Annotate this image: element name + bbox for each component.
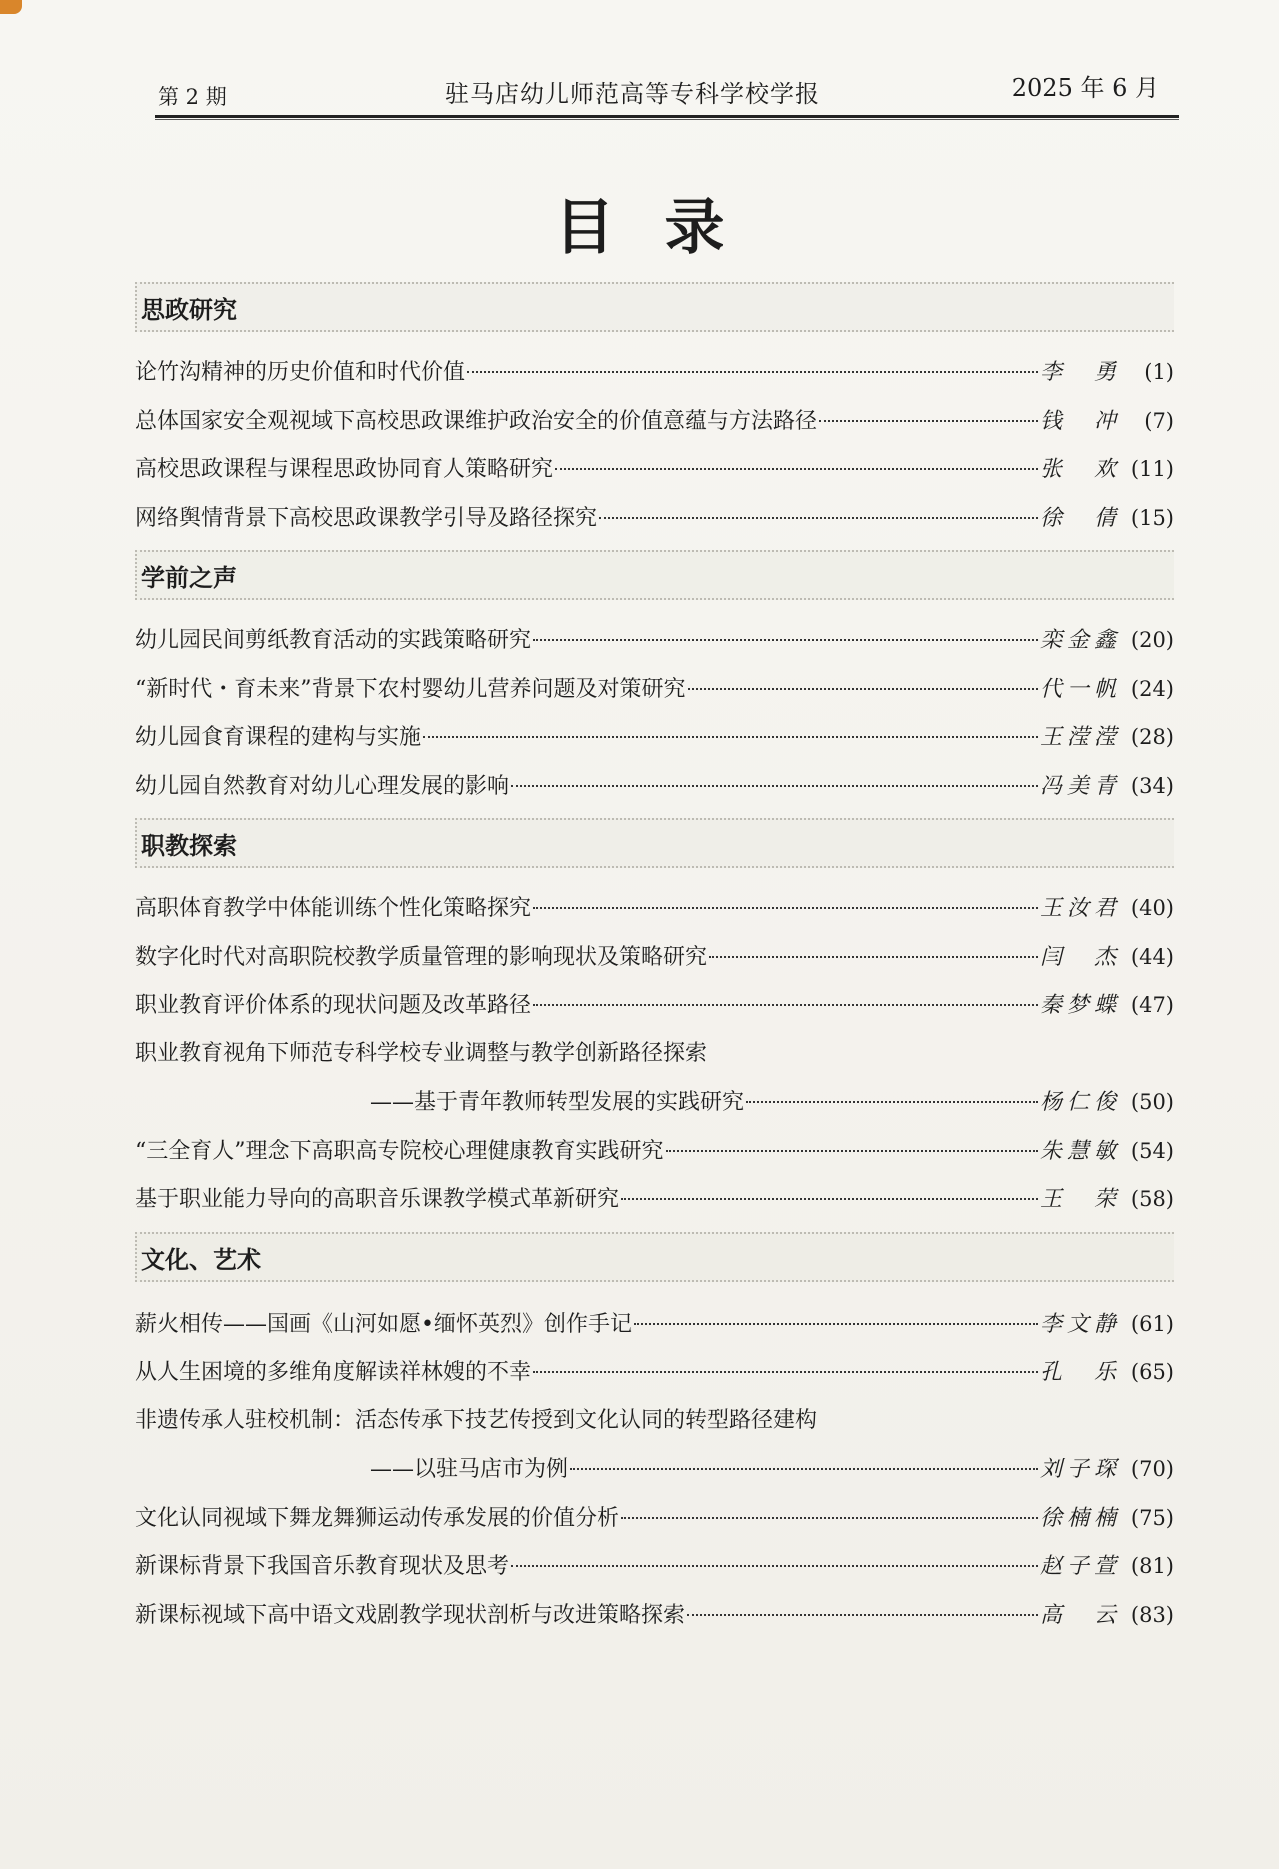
entry-author: 杨仁俊 (1040, 1090, 1116, 1115)
toc-entry[interactable] (135, 1542, 1174, 1591)
dot-leader (533, 907, 1038, 909)
toc-entry[interactable] (135, 1127, 1174, 1176)
entry-title: 文化认同视域下舞龙舞狮运动传承发展的价值分析 (135, 1505, 620, 1531)
entry-author: 王汝君 (1040, 896, 1116, 921)
toc-entry[interactable] (135, 665, 1174, 714)
entry-list (135, 1282, 1174, 1646)
entry-subtitle: ——基于青年教师转型发展的实践研究 (370, 1090, 745, 1115)
entry-title: “三全育人”理念下高职高专院校心理健康教育实践研究 (135, 1138, 664, 1164)
entry-author: 徐楠楠 (1040, 1505, 1116, 1531)
section-heading-label: 思政研究 (141, 296, 237, 324)
entry-title: 薪火相传——国画《山河如愿•缅怀英烈》创作手记 (135, 1311, 632, 1337)
toc-entry-title-line[interactable] (135, 1397, 1174, 1446)
dot-leader (423, 736, 1038, 738)
entry-title: 职业教育视角下师范专科学校专业调整与教学创新路径探索 (135, 1040, 708, 1066)
dot-leader (634, 1323, 1038, 1325)
entry-page-number: (11) (1130, 457, 1174, 481)
entry-title: 数字化时代对高职院校教学质量管理的影响现状及策略研究 (135, 944, 708, 970)
toc-entry[interactable] (135, 1175, 1174, 1224)
toc-entry[interactable] (135, 1445, 1174, 1494)
dot-leader (511, 1565, 1038, 1567)
section-heading (135, 550, 1174, 600)
dot-leader (570, 1468, 1038, 1470)
entry-author: 冯美青 (1040, 773, 1116, 799)
dot-leader (687, 1614, 1038, 1616)
entry-author: 王滢滢 (1040, 725, 1116, 750)
entry-author: 秦梦蝶 (1040, 993, 1116, 1018)
entry-list (135, 600, 1174, 816)
entry-page-number: (47) (1130, 993, 1174, 1017)
journal-name: 驻马店幼儿师范高等专科学校学报 (445, 80, 820, 108)
dot-leader (533, 1004, 1038, 1006)
entry-page-number: (1) (1144, 360, 1174, 384)
entry-author: 徐倩 (1040, 505, 1116, 531)
corner-mark (0, 0, 22, 14)
toc-section (135, 818, 1174, 1230)
toc-entry[interactable] (135, 1078, 1174, 1127)
toc-entry[interactable] (135, 616, 1174, 665)
toc-entry[interactable] (135, 884, 1174, 933)
toc-section (135, 282, 1174, 548)
toc-entry[interactable] (135, 1348, 1174, 1397)
dot-leader (533, 1371, 1038, 1373)
toc-entry[interactable] (135, 1300, 1174, 1349)
section-heading (135, 818, 1174, 868)
entry-page-number: (83) (1130, 1602, 1174, 1627)
entry-title: “新时代・育未来”背景下农村婴幼儿营养问题及对策研究 (135, 676, 686, 702)
entry-title: 网络舆情背景下高校思政课教学引导及路径探究 (135, 505, 598, 531)
toc-entry[interactable] (135, 762, 1174, 811)
entry-author: 朱慧敏 (1040, 1138, 1116, 1164)
entry-page-number: (50) (1130, 1090, 1174, 1114)
dot-leader (621, 1198, 1038, 1200)
section-heading (135, 282, 1174, 332)
toc-section (135, 1232, 1174, 1646)
dot-leader (621, 1517, 1038, 1519)
section-heading-label: 学前之声 (141, 564, 237, 592)
dot-leader (746, 1101, 1038, 1103)
entry-author: 高云 (1040, 1602, 1116, 1628)
entry-title: 新课标视域下高中语文戏剧教学现状剖析与改进策略探索 (135, 1602, 686, 1628)
dot-leader (467, 371, 1038, 373)
table-of-contents (135, 282, 1174, 1645)
header-rule (155, 119, 1179, 120)
toc-entry[interactable] (135, 933, 1174, 982)
entry-title: 幼儿园自然教育对幼儿心理发展的影响 (135, 773, 510, 799)
issue-number: 第 2 期 (158, 85, 227, 109)
entry-page-number: (15) (1130, 505, 1174, 530)
entry-author: 李勇 (1040, 360, 1116, 385)
entry-title: 论竹沟精神的历史价值和时代价值 (135, 360, 466, 385)
toc-entry[interactable] (135, 397, 1174, 446)
entry-title: 高职体育教学中体能训练个性化策略探究 (135, 896, 532, 921)
page-title: 目录 (554, 193, 775, 263)
running-header (155, 70, 1179, 118)
entry-page-number: (44) (1130, 944, 1174, 969)
dot-leader (533, 639, 1038, 641)
entry-page-number: (7) (1144, 408, 1174, 433)
entry-page-number: (20) (1130, 628, 1174, 652)
dot-leader (599, 517, 1038, 519)
dot-leader (666, 1150, 1039, 1152)
entry-list (135, 868, 1174, 1230)
dot-leader (819, 420, 1038, 422)
entry-page-number: (24) (1130, 676, 1174, 701)
entry-page-number: (81) (1130, 1554, 1174, 1578)
issue-date: 2025 年 6 月 (1011, 74, 1159, 102)
toc-entry[interactable] (135, 494, 1174, 543)
entry-title: 基于职业能力导向的高职音乐课教学模式革新研究 (135, 1187, 620, 1212)
entry-subtitle: ——以驻马店市为例 (370, 1457, 569, 1482)
section-heading-label: 文化、艺术 (141, 1245, 261, 1274)
toc-entry[interactable] (135, 1494, 1174, 1543)
entry-author: 王荣 (1040, 1187, 1116, 1212)
entry-author: 钱冲 (1040, 408, 1116, 434)
entry-page-number: (28) (1130, 725, 1174, 749)
entry-page-number: (61) (1130, 1311, 1174, 1336)
entry-title: 高校思政课程与课程思政协同育人策略研究 (135, 457, 554, 482)
toc-entry[interactable] (135, 1591, 1174, 1640)
entry-title: 新课标背景下我国音乐教育现状及思考 (135, 1554, 510, 1579)
entry-page-number: (34) (1130, 773, 1174, 798)
toc-entry[interactable] (135, 981, 1174, 1030)
toc-entry[interactable] (135, 713, 1174, 762)
entry-author: 张欢 (1040, 457, 1116, 482)
dot-leader (688, 688, 1039, 690)
entry-page-number: (40) (1130, 896, 1174, 920)
entry-author: 赵子萱 (1040, 1554, 1116, 1579)
entry-author: 代一帆 (1040, 676, 1116, 702)
entry-author: 刘子琛 (1040, 1457, 1116, 1482)
section-heading-label: 职教探索 (141, 832, 237, 860)
entry-author: 李文静 (1040, 1311, 1116, 1337)
entry-title: 幼儿园民间剪纸教育活动的实践策略研究 (135, 628, 532, 653)
entry-title: 幼儿园食育课程的建构与实施 (135, 725, 422, 750)
entry-list (135, 332, 1174, 548)
section-heading (135, 1232, 1174, 1282)
entry-page-number: (65) (1130, 1360, 1174, 1384)
entry-author: 闫杰 (1040, 944, 1116, 970)
entry-page-number: (70) (1130, 1457, 1174, 1481)
dot-leader (511, 785, 1038, 787)
entry-title: 非遗传承人驻校机制：活态传承下技艺传授到文化认同的转型路径建构 (135, 1407, 818, 1433)
entry-page-number: (54) (1130, 1138, 1174, 1163)
entry-author: 孔乐 (1040, 1360, 1116, 1385)
entry-title: 总体国家安全观视域下高校思政课维护政治安全的价值意蕴与方法路径 (135, 408, 818, 434)
dot-leader (555, 468, 1038, 470)
toc-entry[interactable] (135, 348, 1174, 397)
entry-author: 栾金鑫 (1040, 628, 1116, 653)
entry-title: 职业教育评价体系的现状问题及改革路径 (135, 993, 532, 1018)
entry-page-number: (58) (1130, 1187, 1174, 1211)
entry-title: 从人生困境的多维角度解读祥林嫂的不幸 (135, 1360, 532, 1385)
dot-leader (709, 956, 1038, 958)
toc-entry-title-line[interactable] (135, 1030, 1174, 1079)
toc-section (135, 550, 1174, 816)
toc-entry[interactable] (135, 445, 1174, 494)
entry-page-number: (75) (1130, 1505, 1174, 1530)
